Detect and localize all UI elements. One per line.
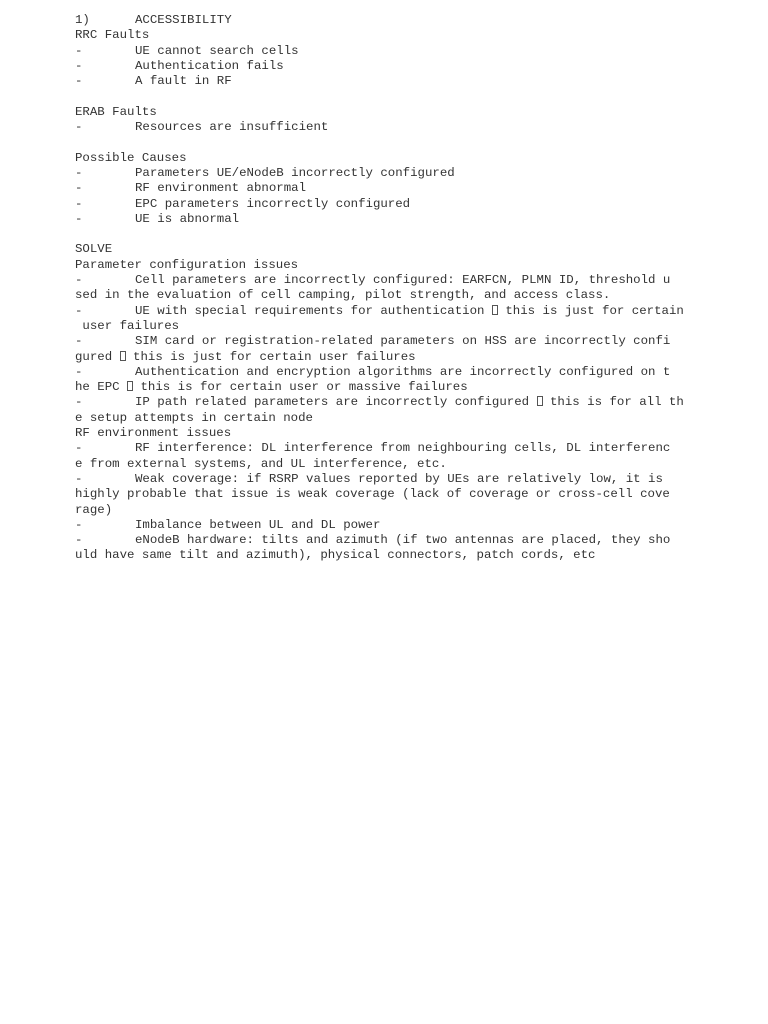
list-item xyxy=(75,304,765,319)
list-item xyxy=(75,518,765,533)
bullet-dash: - xyxy=(75,441,83,456)
rf-heading: RF environment issues xyxy=(75,426,232,441)
list-item-text: RF environment abnormal xyxy=(135,181,307,196)
list-item-continuation: highly probable that issue is weak coverage (lack of coverage or cross-cell cove xyxy=(75,487,670,502)
list-item-text: EPC parameters incorrectly configured xyxy=(135,196,411,211)
param-heading: Parameter configuration issues xyxy=(75,257,299,272)
list-item xyxy=(75,441,765,456)
list-item-text: UE with special requirements for authentication xyxy=(135,303,492,318)
list-item-text: this is for certain user or massive failures xyxy=(133,380,468,395)
list-item xyxy=(75,59,765,74)
bullet-dash: - xyxy=(75,303,83,318)
bullet-dash: - xyxy=(75,165,83,180)
list-item-text: gured xyxy=(75,349,120,364)
list-item xyxy=(75,365,765,380)
section-title-text: ACCESSIBILITY xyxy=(135,13,232,27)
bullet-dash: - xyxy=(75,334,83,349)
list-item xyxy=(75,273,765,288)
list-item-continuation xyxy=(75,350,765,365)
list-item-continuation: uld have same tilt and azimuth), physical connectors, patch cords, etc xyxy=(75,548,596,563)
list-item-continuation: rage) xyxy=(75,502,113,517)
list-item-text: IP path related parameters are incorrectly configured xyxy=(135,395,537,410)
section-title xyxy=(75,13,765,28)
list-item-text: Authentication and encryption algorithms are incorrectly configured on t xyxy=(135,364,671,379)
solve-heading: SOLVE xyxy=(75,242,113,257)
list-item-text: he EPC xyxy=(75,380,128,395)
list-item-text: eNodeB hardware: tilts and azimuth (if two antennas are placed, they sho xyxy=(135,533,671,548)
section-number: 1) xyxy=(75,13,90,27)
list-item-text: Parameters UE/eNodeB incorrectly configured xyxy=(135,165,455,180)
list-item-text: Weak coverage: if RSRP values reported by UEs are relatively low, it is xyxy=(135,471,663,486)
list-item xyxy=(75,197,765,212)
list-item-continuation: user failures xyxy=(75,318,180,333)
bullet-dash: - xyxy=(75,43,83,58)
list-item-text: Authentication fails xyxy=(135,58,284,73)
list-item-continuation xyxy=(75,380,765,395)
list-item xyxy=(75,181,765,196)
list-item xyxy=(75,166,765,181)
spacer xyxy=(75,89,765,104)
spacer xyxy=(75,135,765,150)
bullet-dash: - xyxy=(75,533,83,548)
list-item-text: SIM card or registration-related parameters on HSS are incorrectly confi xyxy=(135,334,671,349)
list-item-text: RF interference: DL interference from neighbouring cells, DL interferenc xyxy=(135,441,671,456)
list-item xyxy=(75,120,765,135)
causes-heading: Possible Causes xyxy=(75,150,187,165)
list-item xyxy=(75,395,765,410)
list-item-text: UE is abnormal xyxy=(135,211,240,226)
bullet-dash: - xyxy=(75,120,83,135)
list-item-continuation: sed in the evaluation of cell camping, pilot strength, and access class. xyxy=(75,288,611,303)
list-item xyxy=(75,44,765,59)
bullet-dash: - xyxy=(75,471,83,486)
bullet-dash: - xyxy=(75,74,83,89)
bullet-dash: - xyxy=(75,196,83,211)
list-item xyxy=(75,212,765,227)
bullet-dash: - xyxy=(75,395,83,410)
list-item-text: UE cannot search cells xyxy=(135,43,299,58)
list-item-text: this is just for certain user failures xyxy=(125,349,416,364)
list-item-continuation: e setup attempts in certain node xyxy=(75,410,313,425)
list-item xyxy=(75,472,765,487)
bullet-dash: - xyxy=(75,181,83,196)
list-item-continuation: e from external systems, and UL interference, etc. xyxy=(75,456,447,471)
bullet-dash: - xyxy=(75,517,83,532)
spacer xyxy=(75,227,765,242)
list-item-text: Resources are insufficient xyxy=(135,120,329,135)
list-item-text: Cell parameters are incorrectly configured: EARFCN, PLMN ID, threshold u xyxy=(135,273,671,288)
rrc-heading: RRC Faults xyxy=(75,28,150,43)
bullet-dash: - xyxy=(75,273,83,288)
list-item xyxy=(75,533,765,548)
bullet-dash: - xyxy=(75,211,83,226)
document-body xyxy=(75,13,765,564)
list-item xyxy=(75,74,765,89)
list-item-text: Imbalance between UL and DL power xyxy=(135,517,381,532)
list-item xyxy=(75,334,765,349)
list-item-text: this is just for certain xyxy=(497,303,684,318)
list-item-text: A fault in RF xyxy=(135,74,232,89)
erab-heading: ERAB Faults xyxy=(75,104,157,119)
bullet-dash: - xyxy=(75,364,83,379)
bullet-dash: - xyxy=(75,58,83,73)
list-item-text: this is for all th xyxy=(542,395,684,410)
